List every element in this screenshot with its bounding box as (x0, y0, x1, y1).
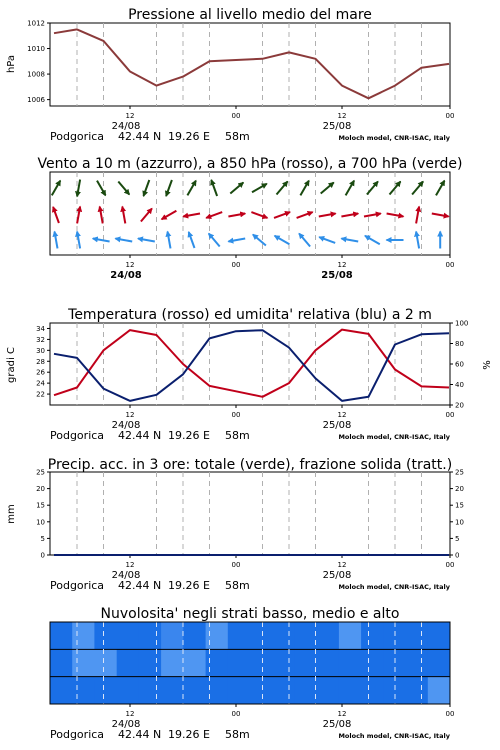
humidity-line (54, 330, 449, 401)
cloud-cell (183, 649, 206, 676)
cloud-cell (294, 622, 317, 649)
x-tick-label: 12 (337, 411, 347, 419)
wind-arrow (115, 239, 132, 242)
plot-frame (50, 472, 450, 555)
precip-ylabel: mm (6, 504, 17, 524)
pressure-line (54, 29, 449, 98)
wind-arrow (118, 182, 129, 195)
wind-arrow (77, 180, 80, 197)
location-elev: 58m (225, 429, 250, 442)
plot-frame (50, 23, 450, 106)
location-name: Podgorica (50, 429, 105, 442)
cloud-cell (50, 677, 73, 704)
wind-arrow (168, 232, 171, 249)
y-tick-label: 5 (40, 534, 45, 543)
location-elev: 58m (225, 728, 250, 741)
cloud-cell (317, 649, 340, 676)
y-tick-label: 10 (36, 518, 45, 527)
x-tick-label: 00 (445, 710, 455, 718)
cloud-cell (117, 649, 140, 676)
cloud-cell (406, 622, 429, 649)
x-tick-label: 00 (231, 710, 241, 718)
wind-arrow (297, 212, 313, 218)
cloud-cell (272, 622, 295, 649)
cloud-cell (183, 622, 206, 649)
wind-arrow (436, 181, 445, 196)
wind-arrow (432, 214, 449, 217)
wind-arrow (211, 180, 217, 196)
wind-arrow (162, 211, 177, 220)
wind-arrow (144, 180, 150, 196)
location-elev: 58m (225, 130, 250, 143)
wind-arrow (416, 232, 419, 249)
date-label: 24/08 (111, 121, 141, 132)
wind-arrow (251, 212, 267, 218)
location-lon: 19.26 E (168, 130, 210, 143)
cloud-cell (72, 677, 95, 704)
x-tick-label: 00 (231, 411, 241, 419)
wind-arrow (77, 207, 80, 224)
wind-arrow (97, 181, 106, 196)
y-tick-label: 30 (36, 346, 45, 355)
y-tick-label: 100 (455, 319, 469, 328)
y-tick-label: 15 (455, 501, 464, 510)
wind-arrow (364, 214, 381, 217)
pressure-title: Pressione al livello medio del mare (128, 7, 372, 23)
cloud-cell (94, 677, 117, 704)
wind-arrow (319, 214, 336, 217)
wind-arrow (299, 234, 310, 247)
wind-arrow (141, 209, 152, 222)
humidity-ylabel: % (482, 360, 493, 370)
cloud-panel (50, 622, 454, 741)
cloud-cell (228, 677, 251, 704)
wind-arrow (277, 182, 288, 195)
y-tick-label: 40 (455, 381, 464, 389)
wind-arrow (346, 181, 355, 196)
y-tick-label: 1008 (27, 70, 45, 79)
y-tick-label: 32 (36, 335, 45, 344)
y-tick-label: 25 (455, 468, 464, 477)
x-tick-label: 00 (445, 261, 455, 269)
cloud-cell (94, 649, 117, 676)
date-label: 25/08 (322, 719, 352, 730)
temperature-line (54, 330, 449, 397)
location-name: Podgorica (50, 130, 105, 143)
y-tick-label: 80 (455, 340, 464, 348)
location-lat: 42.44 N (118, 130, 162, 143)
x-tick-label: 00 (231, 261, 241, 269)
location-lat: 42.44 N (118, 429, 162, 442)
cloud-cell (250, 677, 273, 704)
cloud-cell (428, 677, 451, 704)
wind-arrow (274, 212, 290, 218)
wind-arrow (93, 239, 110, 242)
wind-arrow (52, 181, 61, 196)
wind-arrow (166, 180, 172, 196)
wind-arrow (189, 232, 195, 248)
y-tick-label: 0 (40, 551, 45, 560)
location-lat: 42.44 N (118, 579, 162, 592)
y-tick-label: 1010 (27, 45, 45, 54)
wind-arrow (319, 237, 335, 243)
cloud-cell (228, 622, 251, 649)
wind-arrow (253, 235, 266, 246)
cloud-cell (250, 622, 273, 649)
x-tick-label: 12 (337, 112, 347, 120)
cloud-cell (117, 622, 140, 649)
pressure-ylabel: hPa (6, 54, 17, 74)
cloud-cell (272, 677, 295, 704)
wind-arrow (387, 214, 404, 217)
precip-panel (6, 469, 464, 593)
precip-title: Precip. acc. in 3 ore: totale (verde), frazione solida (tratt.) (47, 457, 453, 473)
cloud-cell (361, 649, 384, 676)
y-tick-label: 60 (455, 360, 464, 369)
wind-arrow (228, 239, 245, 242)
location-lon: 19.26 E (168, 579, 210, 592)
x-tick-label: 12 (337, 561, 347, 569)
cloud-cell (317, 622, 340, 649)
wind-arrow (122, 207, 125, 224)
cloud-cell (428, 622, 451, 649)
location-name: Podgorica (50, 728, 105, 741)
wind-arrow (228, 214, 245, 217)
date-label: 25/08 (321, 270, 353, 281)
cloud-cell (272, 649, 295, 676)
y-tick-label: 22 (36, 390, 45, 399)
wind-arrow (206, 212, 222, 218)
cloud-cell (161, 649, 184, 676)
y-tick-label: 10 (455, 518, 464, 527)
cloud-cell (294, 649, 317, 676)
model-credit: Moloch model, CNR-ISAC, Italy (338, 732, 450, 740)
wind-title: Vento a 10 m (azzurro), a 850 hPa (rosso), a 700 hPa (verde) (37, 156, 463, 172)
location-lat: 42.44 N (118, 728, 162, 741)
date-label: 25/08 (322, 420, 352, 431)
wind-arrow (341, 214, 358, 217)
y-tick-label: 20 (455, 401, 464, 410)
wind-panel (50, 172, 454, 281)
location-elev: 58m (225, 579, 250, 592)
cloud-cell (228, 649, 251, 676)
x-tick-label: 00 (231, 561, 241, 569)
cloud-cell (139, 649, 162, 676)
pressure-panel (6, 20, 454, 144)
wind-arrow (321, 183, 334, 194)
date-label: 24/08 (111, 420, 141, 431)
date-label: 24/08 (111, 719, 141, 730)
cloud-cell (72, 622, 95, 649)
date-label: 24/08 (110, 270, 142, 281)
x-tick-label: 12 (125, 710, 135, 718)
cloud-cell (250, 649, 273, 676)
y-tick-label: 20 (455, 485, 464, 494)
cloud-cell (428, 649, 451, 676)
x-tick-label: 00 (231, 112, 241, 120)
cloud-cell (406, 649, 429, 676)
cloud-cell (139, 677, 162, 704)
model-credit: Moloch model, CNR-ISAC, Italy (338, 134, 450, 142)
cloud-cell (361, 677, 384, 704)
wind-arrow (341, 239, 358, 242)
cloud-title: Nuvolosita' negli strati basso, medio e alto (100, 606, 400, 622)
wind-arrow (416, 207, 419, 224)
wind-arrow (53, 207, 59, 223)
cloud-cell (317, 677, 340, 704)
x-tick-label: 12 (125, 561, 135, 569)
x-tick-label: 12 (337, 710, 347, 718)
y-tick-label: 15 (36, 501, 45, 510)
y-tick-label: 25 (36, 468, 45, 477)
wind-arrow (230, 183, 243, 194)
cloud-cell (339, 622, 362, 649)
cloud-cell (50, 649, 73, 676)
x-tick-label: 00 (445, 561, 455, 569)
y-tick-label: 1012 (27, 19, 45, 28)
location-lon: 19.26 E (168, 429, 210, 442)
x-tick-label: 00 (445, 112, 455, 120)
y-tick-label: 28 (36, 357, 45, 366)
wind-arrow (55, 232, 58, 249)
cloud-cell (183, 677, 206, 704)
model-credit: Moloch model, CNR-ISAC, Italy (338, 583, 450, 591)
y-tick-label: 24 (36, 379, 45, 388)
wind-arrow (275, 236, 290, 245)
location-name: Podgorica (50, 579, 105, 592)
location-lon: 19.26 E (168, 728, 210, 741)
cloud-cell (94, 622, 117, 649)
date-label: 24/08 (111, 570, 141, 581)
model-credit: Moloch model, CNR-ISAC, Italy (338, 433, 450, 441)
cloud-cell (406, 677, 429, 704)
y-tick-label: 0 (455, 551, 460, 560)
cloud-cell (339, 677, 362, 704)
wind-arrow (300, 181, 309, 196)
cloud-cell (72, 649, 95, 676)
cloud-cell (161, 677, 184, 704)
date-label: 25/08 (322, 570, 352, 581)
x-tick-label: 12 (125, 112, 135, 120)
date-label: 25/08 (322, 121, 352, 132)
x-tick-label: 00 (445, 411, 455, 419)
y-tick-label: 20 (36, 485, 45, 494)
wind-arrow (252, 184, 267, 193)
wind-arrow (138, 239, 155, 242)
cloud-cell (294, 677, 317, 704)
wind-arrow (187, 181, 196, 196)
temp-title: Temperatura (rosso) ed umidita' relativa (blu) a 2 m (68, 307, 432, 323)
x-tick-label: 12 (337, 261, 347, 269)
cloud-cell (161, 622, 184, 649)
y-tick-label: 1006 (27, 96, 45, 105)
wind-arrow (77, 232, 80, 249)
cloud-cell (50, 622, 73, 649)
y-tick-label: 5 (455, 534, 460, 543)
x-tick-label: 12 (125, 261, 135, 269)
wind-arrow (100, 207, 103, 224)
cloud-cell (117, 677, 140, 704)
wind-arrow (209, 234, 220, 247)
y-tick-label: 34 (36, 324, 45, 333)
cloud-cell (339, 649, 362, 676)
x-tick-label: 12 (125, 411, 135, 419)
temp-ylabel: gradi C (6, 347, 17, 383)
cloud-cell (361, 622, 384, 649)
cloud-cell (139, 622, 162, 649)
wind-arrow (365, 236, 380, 245)
temp-panel (6, 320, 493, 443)
y-tick-label: 26 (36, 368, 45, 377)
wind-arrow (183, 214, 200, 217)
